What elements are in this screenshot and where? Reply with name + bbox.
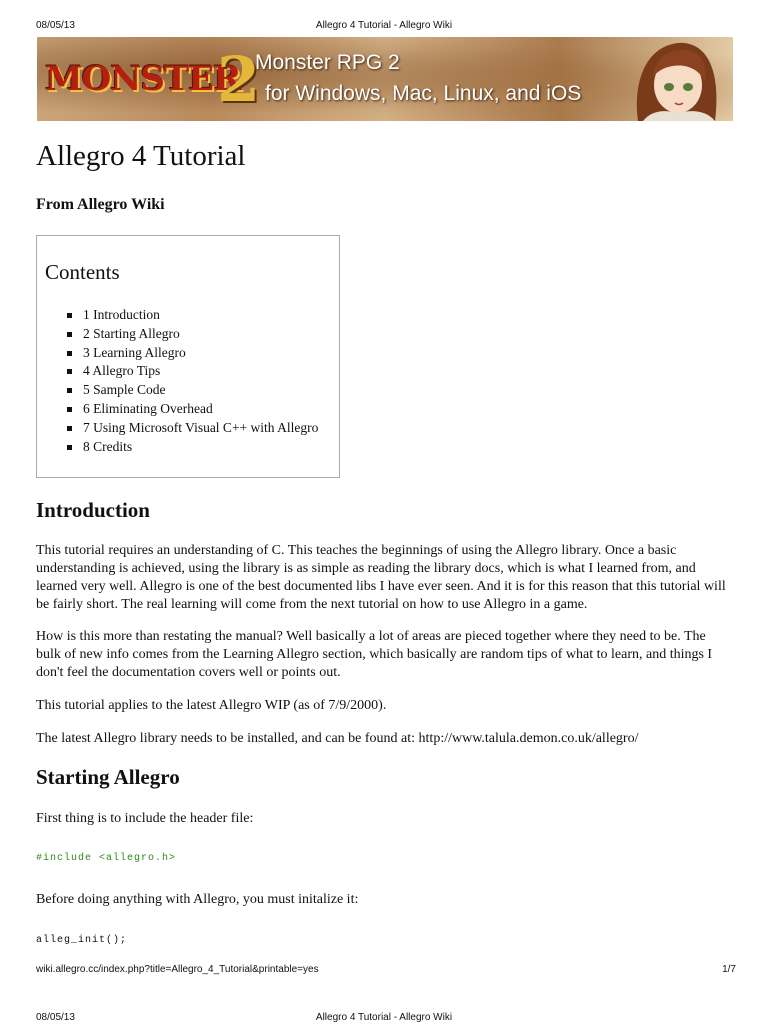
starting-paragraph-1: First thing is to include the header file: [36, 811, 254, 826]
starting-paragraph-2: Before doing anything with Allegro, you must initalize it: [36, 892, 359, 907]
toc-item-allegro-tips[interactable]: 4 Allegro Tips [67, 362, 318, 381]
section-heading-starting-allegro: Starting Allegro [36, 765, 180, 789]
print-url: wiki.allegro.cc/index.php?title=Allegro_4_Tutorial&printable=yes [36, 964, 319, 975]
toc-item-credits[interactable]: 8 Credits [67, 438, 318, 457]
toc-item-visual-cpp[interactable]: 7 Using Microsoft Visual C++ with Allegro [67, 419, 318, 438]
intro-paragraph-1: This tutorial requires an understanding of C. This teaches the beginnings of using the Allegro library. Once a basic understanding is achieved, using the library is as simple as reading the library docs, which is what I learned from, and learned very well. Allegro is one of the best documented libs I have ever seen. And it is for this reason that this tutorial will be fairly short. The real learning will come from the next tutorial on how to use Allegro in a game. [36, 543, 726, 612]
print-date: 08/05/13 [36, 20, 75, 31]
page-title: Allegro 4 Tutorial [36, 140, 246, 172]
intro-paragraph-4: The latest Allegro library needs to be installed, and can be found at: http://www.talula.demon.co.uk/allegro/ [36, 731, 639, 746]
code-include: #include <allegro.h> [36, 853, 177, 864]
toc-item-introduction[interactable]: 1 Introduction [67, 306, 318, 325]
toc-item-starting-allegro[interactable]: 2 Starting Allegro [67, 325, 318, 344]
banner-headline: Monster RPG 2 [255, 51, 400, 74]
page-number: 1/7 [722, 964, 736, 975]
page-subtitle: From Allegro Wiki [36, 196, 165, 213]
toc-heading: Contents [45, 260, 120, 284]
print-title: Allegro 4 Tutorial - Allegro Wiki [315, 20, 453, 31]
next-page-title: Allegro 4 Tutorial - Allegro Wiki [315, 1012, 453, 1023]
intro-paragraph-2: How is this more than restating the manual? Well basically a lot of areas are pieced together where they need to be. The bulk of new info comes from the Learning Allegro section, which basically are random tips of what to learn, and things I don't feel the documentation covers well or points out. [36, 629, 713, 680]
next-page-date: 08/05/13 [36, 1012, 75, 1023]
print-footer [0, 960, 768, 980]
toc-item-learning-allegro[interactable]: 3 Learning Allegro [67, 344, 318, 363]
banner-logo-number: 2 [217, 43, 261, 116]
banner-tagline: for Windows, Mac, Linux, and iOS [265, 82, 582, 105]
code-init: alleg_init(); [36, 935, 128, 946]
intro-paragraph-3: This tutorial applies to the latest Allegro WIP (as of 7/9/2000). [36, 698, 387, 713]
section-heading-introduction: Introduction [36, 498, 150, 522]
ad-banner[interactable] [37, 37, 733, 121]
toc-item-eliminating-overhead[interactable]: 6 Eliminating Overhead [67, 400, 318, 419]
character-illustration [623, 37, 723, 121]
print-header [0, 0, 768, 30]
toc-item-sample-code[interactable]: 5 Sample Code [67, 381, 318, 400]
next-page-header [0, 1006, 768, 1024]
banner-logo: MONSTER [45, 59, 241, 99]
toc-list [67, 306, 318, 456]
table-of-contents [36, 235, 340, 478]
